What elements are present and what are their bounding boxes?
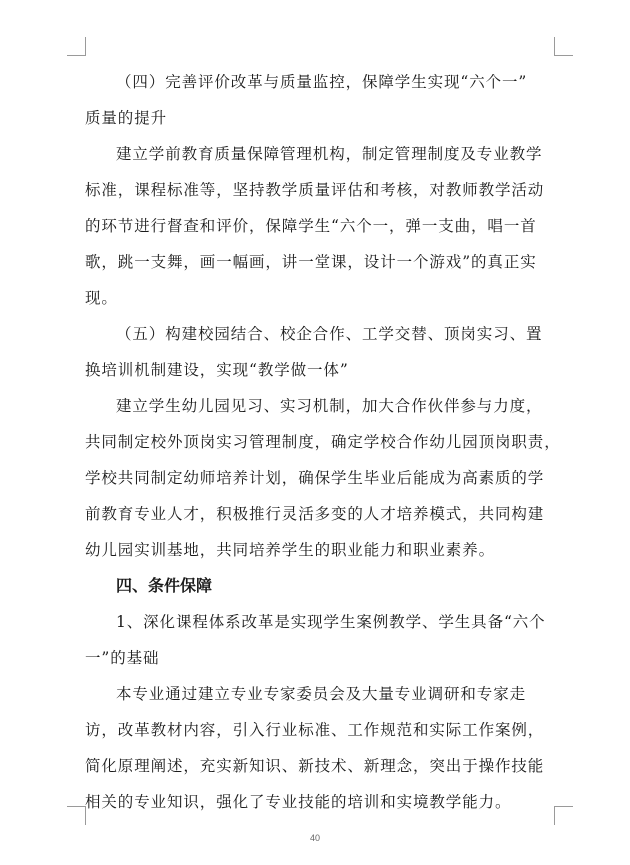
text-line: 一”的基础 (85, 649, 160, 667)
item-1-title (85, 604, 555, 676)
text-line: 1、深化课程体系改革是实现学生案例教学、学生具备“六个 (116, 613, 546, 631)
text-line: 建立学前教育质量保障管理机构，制定管理制度及专业教学 (116, 145, 543, 163)
text-line: 标准，课程标准等，坚持教学质量评估和考核，对教师教学活动 (85, 181, 545, 199)
text-line: 换培训机制建设，实现“教学做一体” (85, 361, 349, 379)
section-5-body (85, 388, 561, 568)
page-body (85, 64, 561, 820)
text-line: 相关的专业知识，强化了专业技能的培训和实境教学能力。 (85, 793, 512, 811)
text-line: 学校共同制定幼师培养计划，确保学生毕业后能成为高素质的学 (85, 469, 545, 487)
crop-mark-bottom-right (554, 806, 573, 825)
text-line: 前教育专业人才，积极推行灵活多变的人才培养模式，共同构建 (85, 505, 545, 523)
text-line: 简化原理阐述，充实新知识、新技术、新理念，突出于操作技能 (85, 757, 545, 775)
text-line: 幼儿园实训基地，共同培养学生的职业能力和职业素养。 (85, 541, 496, 559)
text-line: 现。 (85, 289, 118, 307)
crop-mark-bottom-left (67, 806, 86, 825)
text-line: 共同制定校外顶岗实习管理制度，确定学校合作幼儿园顶岗职责， (85, 433, 561, 451)
text-line: （五）构建校园结合、校企合作、工学交替、顶岗实习、置 (116, 325, 543, 343)
text-line: 本专业通过建立专业专家委员会及大量专业调研和专家走 (116, 685, 527, 703)
text-line: 歌，跳一支舞，画一幅画，讲一堂课，设计一个游戏”的真正实 (85, 253, 537, 271)
text-line: 的环节进行督查和评价，保障学生“六个一，弹一支曲，唱一首 (85, 217, 537, 235)
heading-4-conditions: 四、条件保障 (116, 576, 213, 595)
text-line: （四）完善评价改革与质量监控，保障学生实现“六个一” (116, 73, 528, 91)
text-line: 访，改革教材内容，引入行业标准、工作规范和实际工作案例， (85, 721, 545, 739)
section-4-title (85, 64, 555, 136)
section-5-title (85, 316, 555, 388)
page-number: 40 (309, 833, 320, 843)
crop-mark-top-right (554, 37, 573, 56)
item-1-body (85, 676, 555, 820)
section-4-body (85, 136, 555, 316)
text-line: 质量的提升 (85, 109, 168, 127)
crop-mark-top-left (67, 37, 86, 56)
text-line: 建立学生幼儿园见习、实习机制，加大合作伙伴参与力度， (116, 397, 543, 415)
